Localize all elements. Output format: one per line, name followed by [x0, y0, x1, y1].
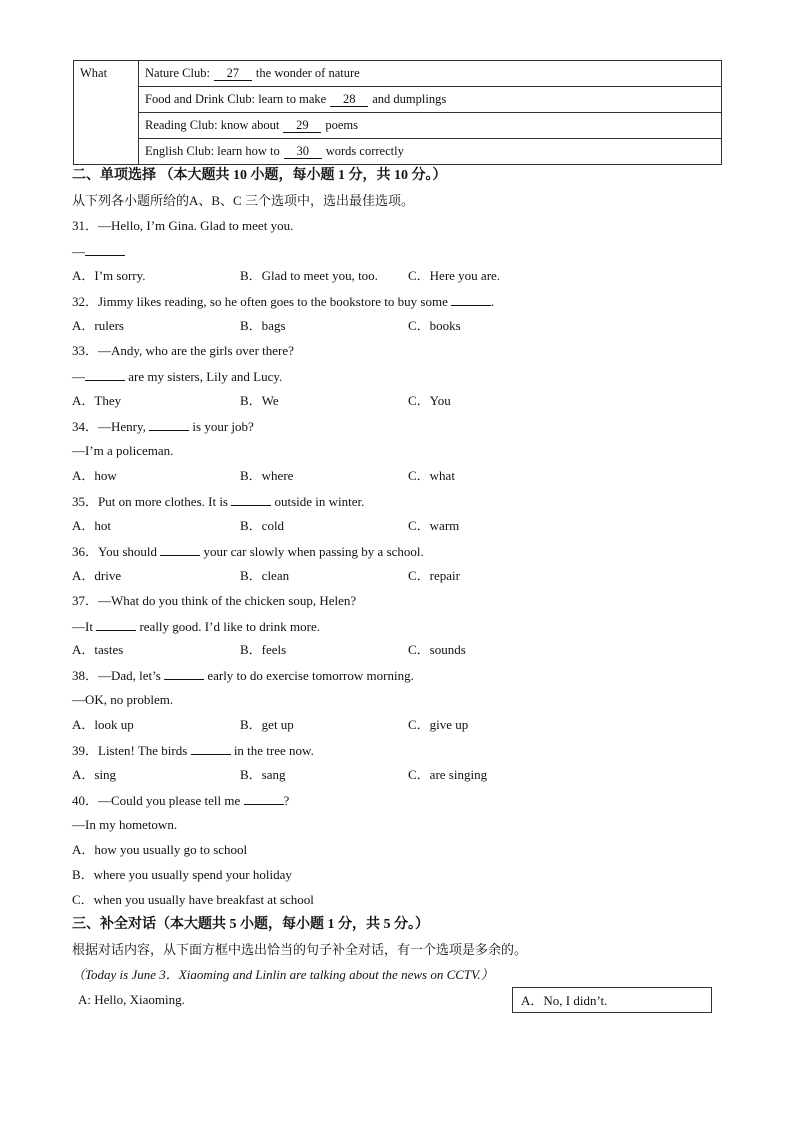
question-31: 31．—Hello, I’m Gina. Glad to meet you.	[72, 218, 294, 233]
option-35-c: C．warm	[408, 518, 460, 533]
blank-30: 30	[284, 145, 322, 159]
question-37: 37．—What do you think of the chicken soup, Helen?	[72, 593, 357, 608]
option-38-b: B．get up	[240, 717, 294, 732]
what-label-cell: What	[74, 61, 139, 165]
table-row	[74, 113, 722, 139]
option-31-a: A．I’m sorry.	[72, 268, 146, 283]
option-32-a: A．rulers	[72, 318, 124, 333]
option-35-b: B．cold	[240, 518, 285, 533]
clubs-table	[73, 60, 722, 165]
option-39-c: C．are singing	[408, 767, 488, 782]
question-40-reply: —In my hometown.	[72, 817, 178, 832]
table-row	[74, 61, 722, 87]
option-37-c: C．sounds	[408, 642, 466, 657]
option-40-a: A．how you usually go to school	[72, 842, 248, 857]
question-33-reply: — are my sisters, Lily and Lucy.	[72, 369, 283, 384]
option-39-b: B．sang	[240, 767, 286, 782]
option-35-a: A．hot	[72, 518, 112, 533]
option-40-c: C．when you usually have breakfast at school	[72, 892, 314, 907]
option-31-b: B．Glad to meet you, too.	[240, 268, 378, 283]
table-cell: English Club: learn how to 30 words correctly	[139, 139, 722, 165]
question-38: 38．—Dad, let’s early to do exercise tomorrow morning.	[72, 668, 414, 683]
dialog-context: （Today is June 3．Xiaoming and Linlin are talking about the news on CCTV.）	[72, 967, 494, 982]
question-34-reply: —I’m a policeman.	[72, 443, 174, 458]
option-36-c: C．repair	[408, 568, 460, 583]
options-box: A．No, I didn’t.	[512, 987, 712, 1013]
question-35: 35．Put on more clothes. It is outside in winter.	[72, 494, 365, 509]
question-33: 33．—Andy, who are the girls over there?	[72, 343, 294, 358]
table-row	[74, 139, 722, 165]
option-33-b: B．We	[240, 393, 279, 408]
table-cell: Food and Drink Club: learn to make 28 and dumplings	[139, 87, 722, 113]
option-38-a: A．look up	[72, 717, 134, 732]
option-38-c: C．give up	[408, 717, 469, 732]
question-32: 32．Jimmy likes reading, so he often goes to the bookstore to buy some .	[72, 294, 495, 309]
table-row	[74, 87, 722, 113]
blank-29: 29	[283, 119, 321, 133]
option-36-b: B．clean	[240, 568, 290, 583]
section-2-instruction: 从下列各小题所给的A、B、C 三个选项中，选出最佳选项。	[72, 193, 414, 208]
option-34-c: C．what	[408, 468, 455, 483]
question-38-reply: —OK, no problem.	[72, 692, 174, 707]
blank-27: 27	[214, 67, 252, 81]
section-2-title: 二、单项选择 （本大题共 10 小题，每小题 1 分，共 10 分。）	[72, 168, 447, 183]
option-37-a: A．tastes	[72, 642, 124, 657]
option-32-b: B．bags	[240, 318, 286, 333]
blank-28: 28	[330, 93, 368, 107]
question-31-reply: —	[72, 243, 125, 260]
table-cell: Reading Club: know about 29 poems	[139, 113, 722, 139]
section-3-instruction: 根据对话内容，从下面方框中选出恰当的句子补全对话，有一个选项是多余的。	[72, 942, 528, 957]
table-cell: Nature Club: 27 the wonder of nature	[139, 61, 722, 87]
option-39-a: A．sing	[72, 767, 117, 782]
section-3-title: 三、补全对话（本大题共 5 小题，每小题 1 分，共 5 分。）	[72, 917, 429, 932]
option-34-b: B．where	[240, 468, 294, 483]
option-33-c: C．You	[408, 393, 451, 408]
option-37-b: B．feels	[240, 642, 287, 657]
option-32-c: C．books	[408, 318, 461, 333]
question-39: 39．Listen! The birds in the tree now.	[72, 743, 314, 758]
question-34: 34．—Henry, is your job?	[72, 419, 254, 434]
question-36: 36．You should your car slowly when passing by a school.	[72, 544, 424, 559]
option-34-a: A．how	[72, 468, 117, 483]
option-36-a: A．drive	[72, 568, 122, 583]
dialog-line-a: A: Hello, Xiaoming.	[78, 992, 185, 1007]
option-31-c: C．Here you are.	[408, 268, 501, 283]
question-40: 40．—Could you please tell me ?	[72, 793, 290, 808]
question-37-reply: —It really good. I’d like to drink more.	[72, 619, 320, 634]
option-33-a: A．They	[72, 393, 122, 408]
option-40-b: B．where you usually spend your holiday	[72, 867, 292, 882]
